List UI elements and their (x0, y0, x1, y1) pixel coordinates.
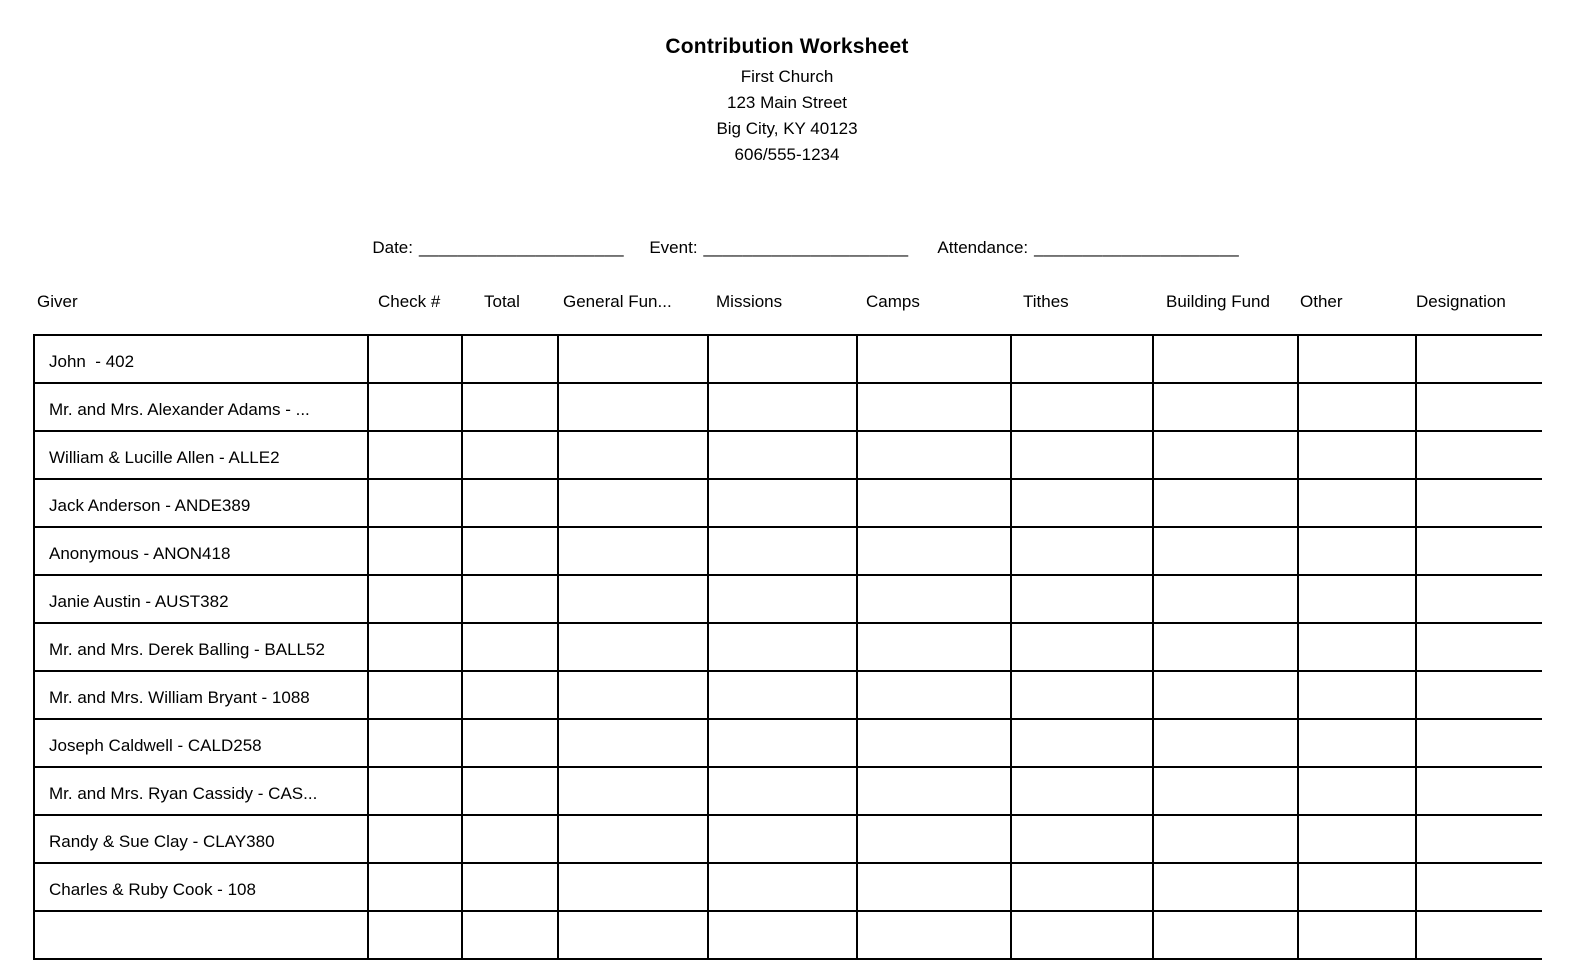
tithes-cell (1012, 672, 1154, 718)
tithes-cell (1012, 624, 1154, 670)
table-row (35, 720, 1542, 768)
other-cell (1299, 576, 1417, 622)
tithes-cell (1012, 432, 1154, 478)
general-fund-cell (559, 912, 709, 958)
giver-label: Mr. and Mrs. Alexander Adams - ... (49, 399, 310, 419)
building-fund-cell (1154, 672, 1299, 718)
designation-cell (1417, 384, 1542, 430)
column-header-total: Total (484, 292, 520, 311)
table-row (35, 768, 1542, 816)
camps-cell (858, 336, 1012, 382)
giver-label: Jack Anderson - ANDE389 (49, 495, 251, 515)
building-fund-cell (1154, 720, 1299, 766)
general-fund-cell (559, 336, 709, 382)
general-fund-cell (559, 720, 709, 766)
missions-cell (709, 528, 858, 574)
other-cell (1299, 672, 1417, 718)
other-cell (1299, 816, 1417, 862)
table-row (35, 816, 1542, 864)
total-cell (463, 480, 559, 526)
camps-cell (858, 720, 1012, 766)
attendance-blank-line: _____________________ (1034, 238, 1240, 257)
giver-label: Charles & Ruby Cook - 108 (49, 879, 256, 899)
other-cell (1299, 864, 1417, 910)
designation-cell (1417, 528, 1542, 574)
designation-cell (1417, 912, 1542, 958)
check-number-cell (369, 624, 463, 670)
camps-cell (858, 528, 1012, 574)
table-column-headers (0, 292, 1574, 314)
date-label: Date: (372, 238, 413, 257)
column-header-giver: Giver (37, 292, 78, 311)
check-number-cell (369, 336, 463, 382)
building-fund-cell (1154, 336, 1299, 382)
tithes-cell (1012, 480, 1154, 526)
other-cell (1299, 624, 1417, 670)
general-fund-cell (559, 672, 709, 718)
column-header-designation: Designation (1416, 292, 1506, 311)
other-cell (1299, 528, 1417, 574)
column-header-building-fund: Building Fund (1166, 292, 1270, 311)
building-fund-cell (1154, 384, 1299, 430)
giver-label: William & Lucille Allen - ALLE2 (49, 447, 280, 467)
camps-cell (858, 624, 1012, 670)
check-number-cell (369, 816, 463, 862)
total-cell (463, 768, 559, 814)
other-cell (1299, 480, 1417, 526)
table-row (35, 864, 1542, 912)
designation-cell (1417, 480, 1542, 526)
other-cell (1299, 768, 1417, 814)
document-header (0, 34, 1574, 168)
tithes-cell (1012, 864, 1154, 910)
total-cell (463, 432, 559, 478)
attendance-label: Attendance: (937, 238, 1029, 257)
missions-cell (709, 480, 858, 526)
other-cell (1299, 432, 1417, 478)
event-blank-line: _____________________ (703, 238, 909, 257)
giver-cell (35, 528, 369, 574)
check-number-cell (369, 768, 463, 814)
total-cell (463, 624, 559, 670)
check-number-cell (369, 912, 463, 958)
building-fund-cell (1154, 432, 1299, 478)
other-cell (1299, 912, 1417, 958)
general-fund-cell (559, 432, 709, 478)
table-row (35, 672, 1542, 720)
column-header-general-fund: General Fun... (563, 292, 672, 311)
total-cell (463, 912, 559, 958)
check-number-cell (369, 576, 463, 622)
missions-cell (709, 768, 858, 814)
building-fund-cell (1154, 576, 1299, 622)
building-fund-cell (1154, 816, 1299, 862)
missions-cell (709, 336, 858, 382)
tithes-cell (1012, 816, 1154, 862)
camps-cell (858, 816, 1012, 862)
tithes-cell (1012, 576, 1154, 622)
general-fund-cell (559, 816, 709, 862)
camps-cell (858, 480, 1012, 526)
giver-label: Mr. and Mrs. Derek Balling - BALL52 (49, 639, 325, 659)
designation-cell (1417, 720, 1542, 766)
general-fund-cell (559, 624, 709, 670)
giver-cell (35, 336, 369, 382)
building-fund-cell (1154, 912, 1299, 958)
column-header-check-number: Check # (378, 292, 441, 311)
giver-cell (35, 576, 369, 622)
general-fund-cell (559, 384, 709, 430)
camps-cell (858, 384, 1012, 430)
org-street: 123 Main Street (726, 93, 847, 112)
building-fund-cell (1154, 528, 1299, 574)
other-cell (1299, 720, 1417, 766)
event-label: Event: (649, 238, 698, 257)
tithes-cell (1012, 336, 1154, 382)
column-header-other: Other (1300, 292, 1343, 311)
total-cell (463, 336, 559, 382)
meta-line (0, 218, 1574, 257)
giver-label: Joseph Caldwell - CALD258 (49, 735, 262, 755)
giver-cell (35, 480, 369, 526)
general-fund-cell (559, 480, 709, 526)
giver-label: Janie Austin - AUST382 (49, 591, 229, 611)
giver-cell (35, 384, 369, 430)
date-field (344, 218, 624, 278)
other-cell (1299, 384, 1417, 430)
total-cell (463, 576, 559, 622)
missions-cell (709, 816, 858, 862)
total-cell (463, 672, 559, 718)
missions-cell (709, 672, 858, 718)
tithes-cell (1012, 768, 1154, 814)
designation-cell (1417, 576, 1542, 622)
designation-cell (1417, 864, 1542, 910)
building-fund-cell (1154, 480, 1299, 526)
giver-label: Mr. and Mrs. Ryan Cassidy - CAS... (49, 783, 318, 803)
camps-cell (858, 912, 1012, 958)
tithes-cell (1012, 912, 1154, 958)
total-cell (463, 720, 559, 766)
giver-cell (35, 768, 369, 814)
giver-cell (35, 864, 369, 910)
total-cell (463, 816, 559, 862)
table-row (35, 432, 1542, 480)
org-name: First Church (740, 67, 834, 86)
missions-cell (709, 384, 858, 430)
other-cell (1299, 336, 1417, 382)
check-number-cell (369, 384, 463, 430)
general-fund-cell (559, 864, 709, 910)
attendance-field (910, 218, 1239, 278)
column-header-missions: Missions (716, 292, 783, 311)
check-number-cell (369, 432, 463, 478)
designation-cell (1417, 336, 1542, 382)
org-phone: 606/555-1234 (734, 145, 840, 164)
missions-cell (709, 432, 858, 478)
building-fund-cell (1154, 864, 1299, 910)
designation-cell (1417, 816, 1542, 862)
giver-cell (35, 672, 369, 718)
check-number-cell (369, 480, 463, 526)
table-row (35, 576, 1542, 624)
missions-cell (709, 864, 858, 910)
check-number-cell (369, 720, 463, 766)
table-row-partial (35, 912, 1542, 960)
tithes-cell (1012, 720, 1154, 766)
camps-cell (858, 432, 1012, 478)
designation-cell (1417, 624, 1542, 670)
giver-cell (35, 432, 369, 478)
missions-cell (709, 624, 858, 670)
camps-cell (858, 576, 1012, 622)
giver-cell (35, 624, 369, 670)
general-fund-cell (559, 576, 709, 622)
org-city-state-zip: Big City, KY 40123 (716, 119, 858, 138)
giver-cell (35, 816, 369, 862)
camps-cell (858, 672, 1012, 718)
camps-cell (858, 864, 1012, 910)
contribution-table (33, 334, 1542, 960)
giver-label: Randy & Sue Clay - CLAY380 (49, 831, 275, 851)
giver-cell (35, 912, 369, 958)
table-row (35, 384, 1542, 432)
building-fund-cell (1154, 624, 1299, 670)
table-row (35, 624, 1542, 672)
total-cell (463, 384, 559, 430)
check-number-cell (369, 528, 463, 574)
tithes-cell (1012, 528, 1154, 574)
giver-cell (35, 720, 369, 766)
tithes-cell (1012, 384, 1154, 430)
designation-cell (1417, 768, 1542, 814)
giver-label: John - 402 (49, 351, 135, 371)
column-header-camps: Camps (866, 292, 920, 311)
column-header-tithes: Tithes (1023, 292, 1069, 311)
designation-cell (1417, 432, 1542, 478)
table-row (35, 480, 1542, 528)
missions-cell (709, 576, 858, 622)
total-cell (463, 528, 559, 574)
check-number-cell (369, 864, 463, 910)
total-cell (463, 864, 559, 910)
missions-cell (709, 912, 858, 958)
table-row (35, 528, 1542, 576)
document-title: Contribution Worksheet (665, 35, 909, 58)
building-fund-cell (1154, 768, 1299, 814)
designation-cell (1417, 672, 1542, 718)
table-row (35, 336, 1542, 384)
event-field (621, 218, 908, 278)
camps-cell (858, 768, 1012, 814)
general-fund-cell (559, 528, 709, 574)
check-number-cell (369, 672, 463, 718)
date-blank-line: _____________________ (418, 238, 624, 257)
missions-cell (709, 720, 858, 766)
giver-label: Mr. and Mrs. William Bryant - 1088 (49, 687, 310, 707)
giver-label: Anonymous - ANON418 (49, 543, 231, 563)
general-fund-cell (559, 768, 709, 814)
